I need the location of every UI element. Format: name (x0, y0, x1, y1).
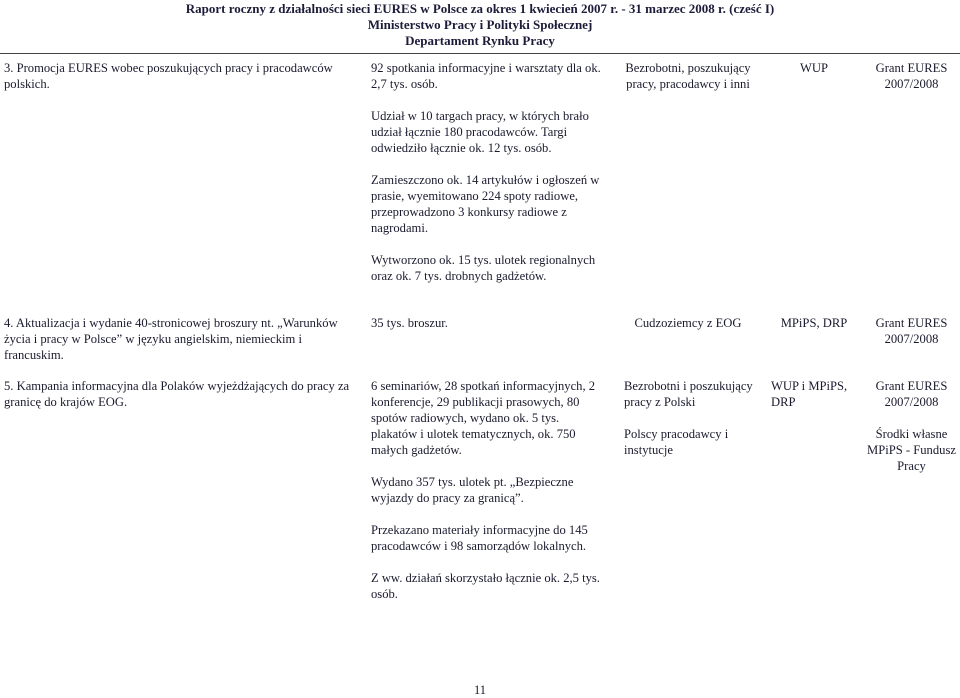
funding-cell (862, 378, 960, 602)
table-row (0, 60, 960, 315)
funding-cell (862, 60, 960, 315)
result-text: Przekazano materiały informacyjne do 145 pracodawców i 98 samorządów lokalnych. (371, 523, 588, 553)
action-cell (0, 378, 365, 602)
results-cell (365, 60, 610, 315)
result-text: Zamieszczono ok. 14 artykułów i ogłoszeń w prasie, wyemitowano 224 spoty radiowe, przeprowadzono 3 konkursy radiowe z nagrodami. (371, 173, 600, 235)
result-text: Udział w 10 targach pracy, w których brało udział łącznie 180 pracodawców. Targi odwiedziło łącznie ok. 12 tys. osób. (371, 109, 589, 155)
ministry-name: Ministerstwo Pracy i Polityki Społecznej (367, 17, 593, 32)
responsible-cell (765, 60, 862, 315)
responsible-cell (765, 378, 862, 602)
target-text: Cudzoziemcy z EOG (634, 316, 742, 330)
result-text: Z ww. działań skorzystało łącznie ok. 2,5 tys. osób. (371, 571, 600, 601)
funding-text: Środki własne MPiPS - Fundusz Pracy (867, 427, 956, 473)
report-title: Raport roczny z działalności sieci EURES w Polsce za okres 1 kwiecień 2007 r. - 31 marzec 2008 r. (cześć I) (185, 1, 775, 16)
table-row (0, 378, 960, 602)
action-cell (0, 315, 365, 378)
action-cell (0, 60, 365, 315)
funding-text: Grant EURES 2007/2008 (875, 379, 948, 409)
activities-table (0, 60, 960, 602)
department-name: Departament Rynku Pracy (405, 33, 555, 48)
target-cell (610, 378, 765, 602)
responsible-text: WUP (800, 61, 828, 75)
responsible-cell (765, 315, 862, 378)
result-text: 92 spotkania informacyjne i warsztaty dla ok. 2,7 tys. osób. (371, 61, 601, 91)
target-cell (610, 60, 765, 315)
target-text: Bezrobotni, poszukujący pracy, pracodawcy i inni (625, 61, 751, 91)
funding-cell (862, 315, 960, 378)
responsible-text: MPiPS, DRP (780, 316, 848, 330)
header-rule (0, 53, 960, 54)
responsible-text: WUP i MPiPS, DRP (771, 379, 848, 409)
result-text: 35 tys. broszur. (371, 316, 448, 330)
funding-text: Grant EURES 2007/2008 (875, 61, 948, 91)
action-text: 5. Kampania informacyjna dla Polaków wyjeżdżających do pracy za granicę do krajów EOG. (4, 379, 350, 409)
result-text: 6 seminariów, 28 spotkań informacyjnych, 2 konferencje, 29 publikacji prasowych, 80 spotów radiowych, wydano ok. 5 tys. plakatów i ulotek tematycznych, ok. 750 małych gadżetów. (371, 379, 596, 457)
result-text: Wydano 357 tys. ulotek pt. „Bezpieczne wyjazdy do pracy za granicą”. (371, 475, 574, 505)
results-cell (365, 378, 610, 602)
target-text: Bezrobotni i poszukujący pracy z Polski (624, 379, 753, 409)
funding-text: Grant EURES 2007/2008 (875, 316, 948, 346)
result-text: Wytworzono ok. 15 tys. ulotek regionalnych oraz ok. 7 tys. drobnych gadżetów. (371, 253, 596, 283)
action-text: 3. Promocja EURES wobec poszukujących pracy i pracodawców polskich. (4, 61, 333, 91)
target-text: Polscy pracodawcy i instytucje (624, 427, 729, 457)
target-cell (610, 315, 765, 378)
page-number: 11 (473, 683, 487, 697)
table-row (0, 315, 960, 378)
action-text: 4. Aktualizacja i wydanie 40-stronicowej broszury nt. „Warunków życia i pracy w Polsce” w języku angielskim, niemieckim i francuskim. (4, 316, 338, 362)
results-cell (365, 315, 610, 378)
